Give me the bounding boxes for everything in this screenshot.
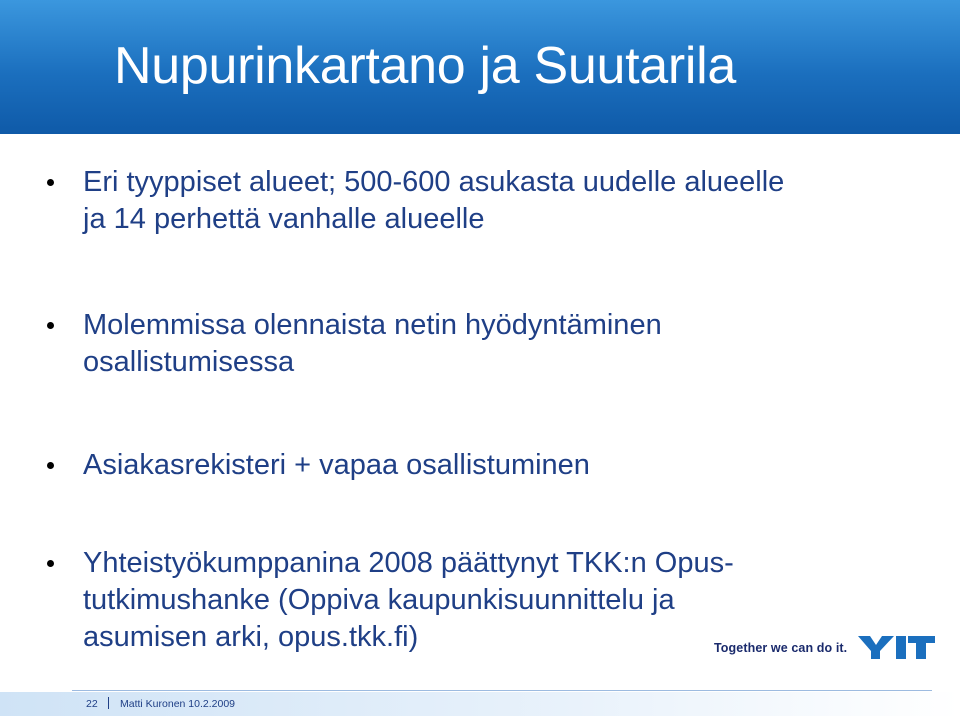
logo-slogan: Together we can do it. xyxy=(714,641,848,655)
bullet-text xyxy=(83,545,734,656)
bullet-text xyxy=(83,164,784,238)
footer-author-date: Matti Kuronen 10.2.2009 xyxy=(120,698,235,710)
bullet-dot-icon xyxy=(47,179,54,186)
bullet-text xyxy=(83,307,662,381)
page-number: 22 xyxy=(86,698,98,710)
slide-title: Nupurinkartano ja Suutarila xyxy=(114,37,737,95)
footer-bar xyxy=(0,692,960,716)
bullet-line: Eri tyyppiset alueet; 500-600 asukasta uudelle alueelle xyxy=(83,166,785,198)
bullet-line: Molemmissa olennaista netin hyödyntäminen xyxy=(83,309,662,341)
footer-separator xyxy=(108,697,109,709)
bullet-line: ja 14 perhettä vanhalle alueelle xyxy=(83,203,485,235)
yit-logo-icon xyxy=(856,634,936,660)
bullet-dot-icon xyxy=(47,560,54,567)
footer-divider xyxy=(72,690,932,691)
bullet-dot-icon xyxy=(47,462,54,469)
bullet-line: Asiakasrekisteri + vapaa osallistuminen xyxy=(83,449,590,481)
bullet-text xyxy=(83,447,590,484)
bullet-line: osallistumisessa xyxy=(83,346,295,378)
yit-logo xyxy=(714,632,936,662)
bullet-line: Yhteistyökumppanina 2008 päättynyt TKK:n Opus- xyxy=(83,547,734,579)
bullet-line: asumisen arki, opus.tkk.fi) xyxy=(83,621,419,653)
bullet-dot-icon xyxy=(47,322,54,329)
bullet-line: tutkimushanke (Oppiva kaupunkisuunnittelu ja xyxy=(83,584,675,616)
title-bar xyxy=(0,0,960,134)
